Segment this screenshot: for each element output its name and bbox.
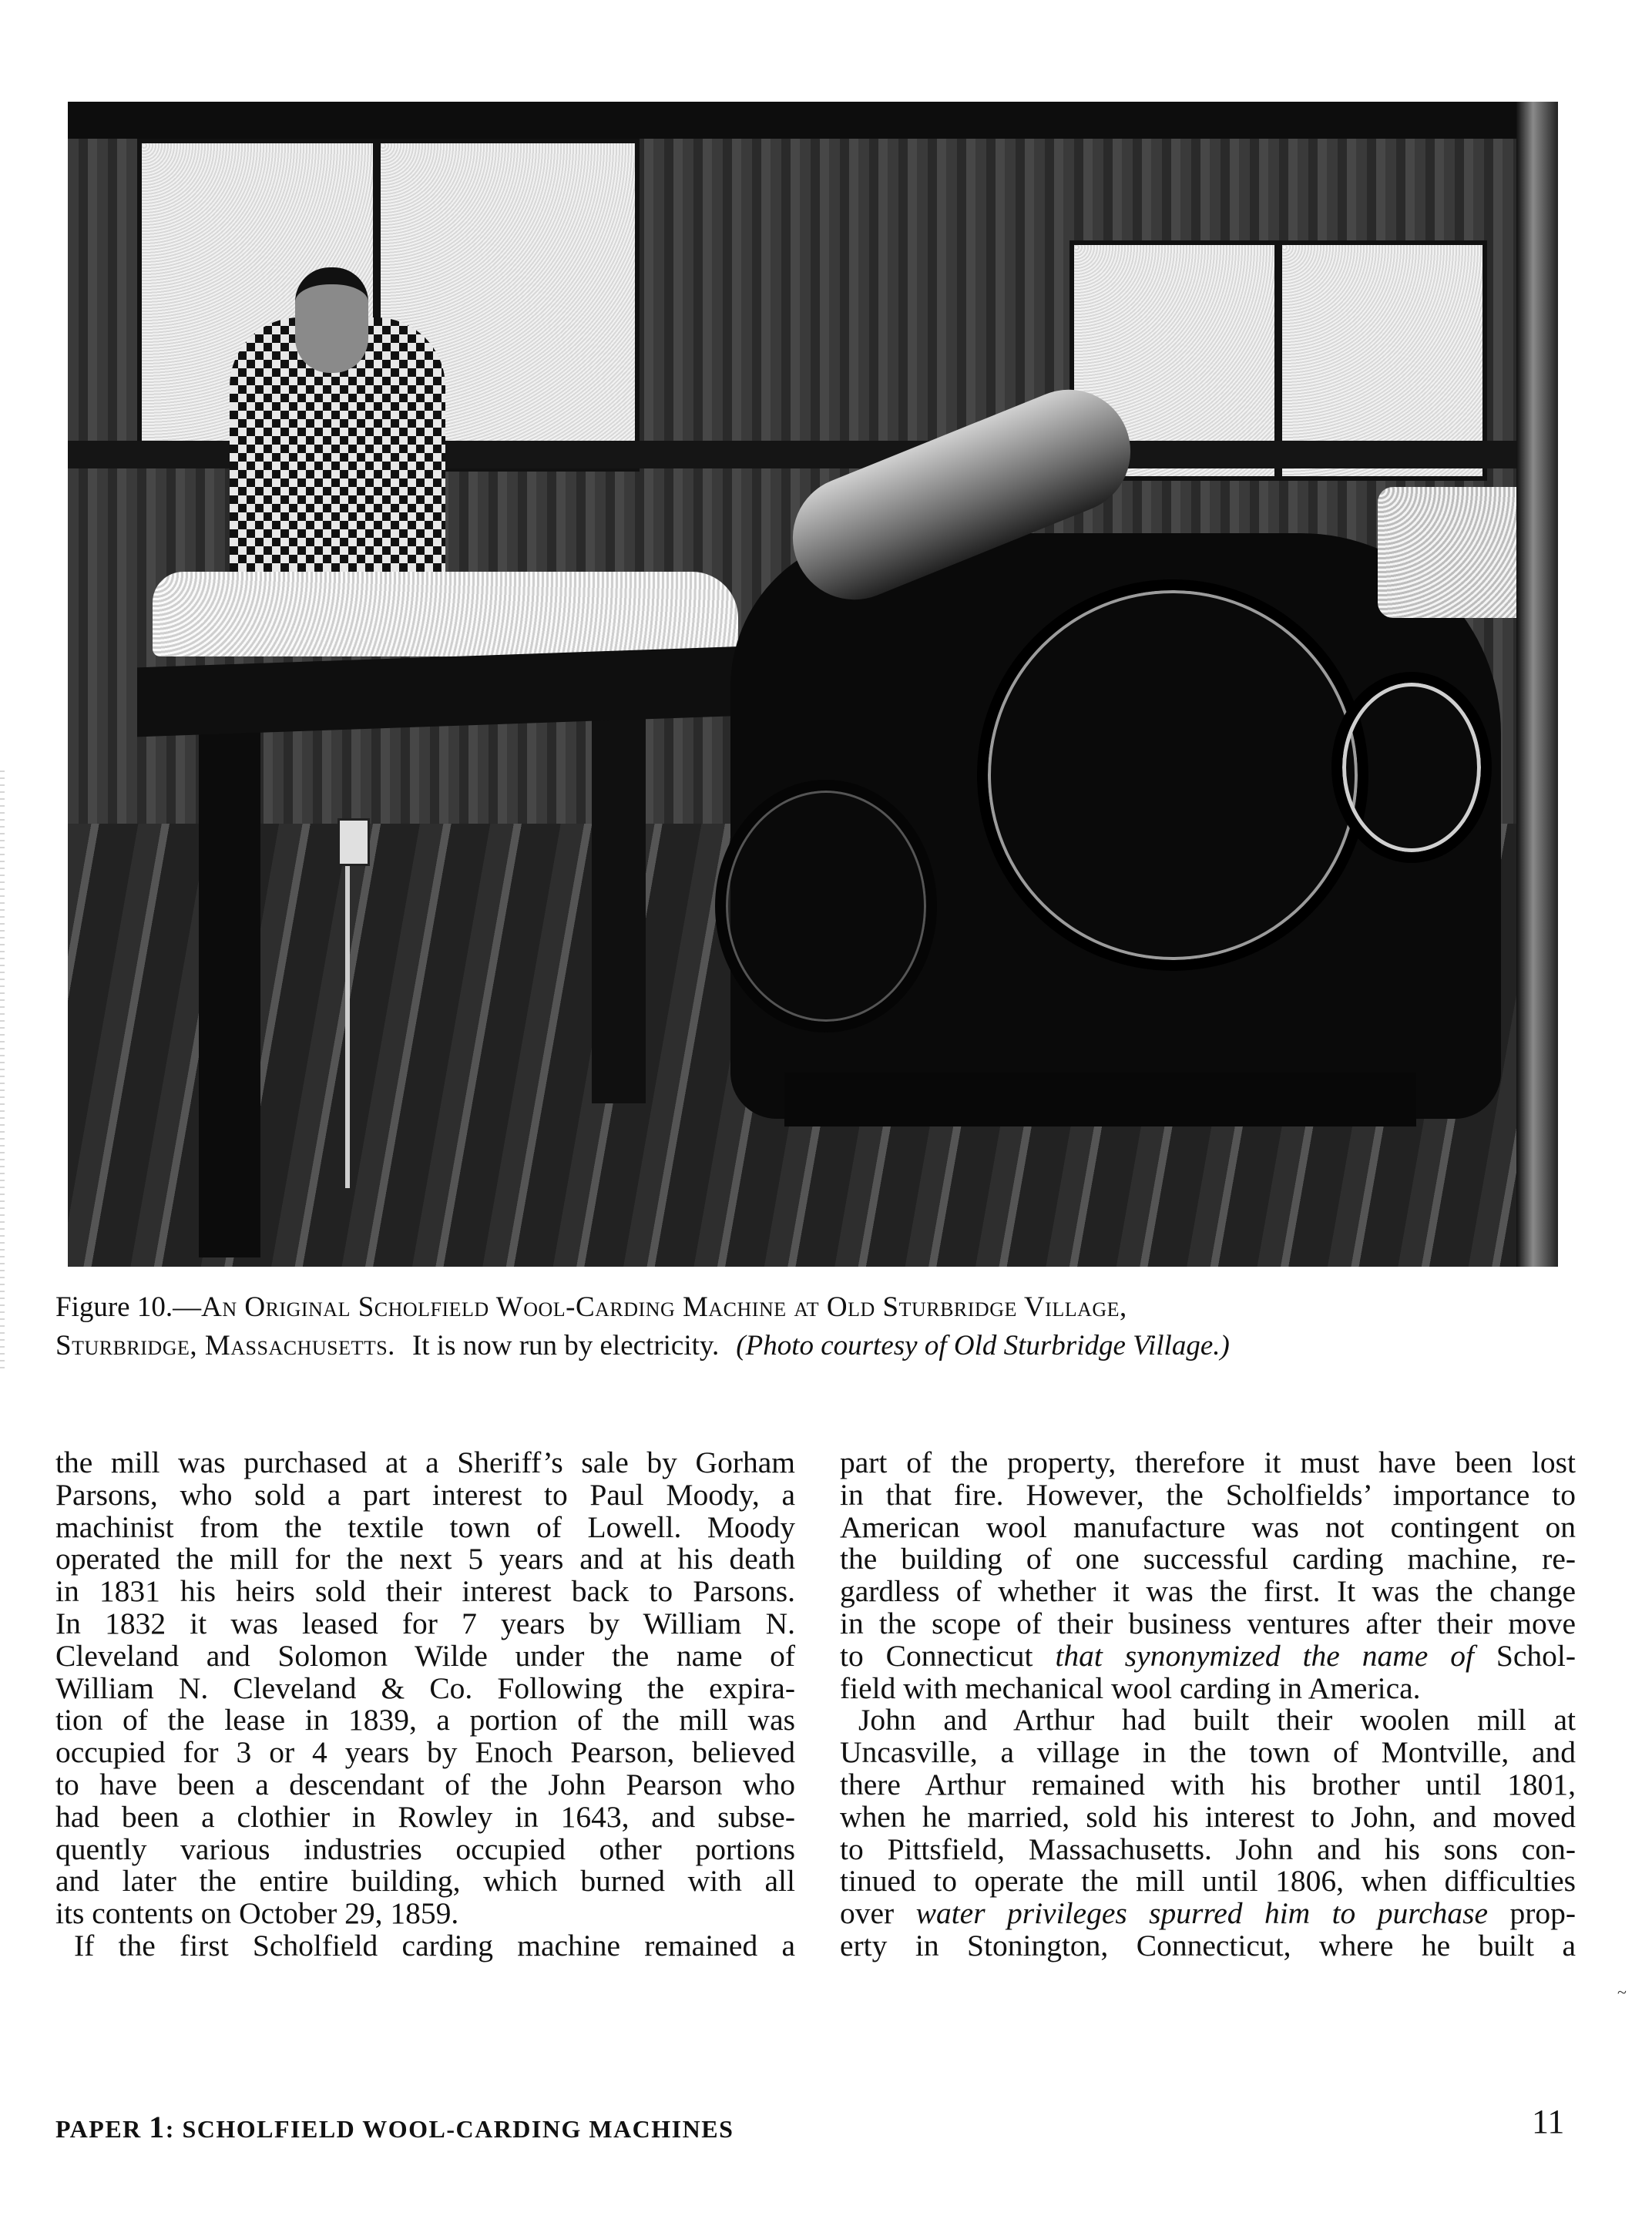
- body-column-right: [840, 1447, 1576, 1962]
- pulley-wheel: [1331, 672, 1492, 863]
- text-line: the building of one successful carding machine, re-: [840, 1542, 1576, 1576]
- caption-dash: —: [173, 1291, 202, 1323]
- text-line: Cleveland and Solomon Wilde under the name of: [55, 1638, 795, 1673]
- text-line: In 1832 it was leased for 7 years by William N.: [55, 1606, 795, 1640]
- man-head: [295, 267, 368, 373]
- text-line: quently various industries occupied other portions: [55, 1831, 795, 1866]
- text-line: the mill was purchased at a Sheriff’s sale by Gorham: [55, 1445, 795, 1479]
- caption-line-2: [55, 1327, 1597, 1365]
- text-line: William N. Cleveland & Co. Following the expira-: [55, 1670, 795, 1705]
- text-line: erty in Stonington, Connecticut, where he built a: [840, 1928, 1576, 1962]
- text-line: tinued to operate the mill until 1806, when difficulties: [840, 1864, 1576, 1899]
- electric-cord: [345, 818, 350, 1188]
- photo-credit: (Photo courtesy of Old Sturbridge Village.): [736, 1330, 1230, 1361]
- wooden-post: [1516, 102, 1558, 1267]
- table-leg: [199, 718, 260, 1257]
- text-line: American wool manufacture was not contingent on: [840, 1509, 1576, 1544]
- electric-outlet: [337, 818, 370, 866]
- italic-run: that synonymized the name of: [1055, 1638, 1474, 1673]
- text-line: operated the mill for the next 5 years and at his death: [55, 1542, 795, 1576]
- text-line: when he married, sold his interest to John, and moved: [840, 1799, 1576, 1834]
- stray-mark: ~: [1617, 1983, 1627, 2002]
- text-line: had been a clothier in Rowley in 1643, and subse-: [55, 1799, 795, 1834]
- italic-run: water privileges spurred him to purchase: [915, 1896, 1489, 1931]
- drive-wheel: [977, 579, 1368, 971]
- text-line: to Pittsfield, Massachusetts. John and his sons con-: [840, 1831, 1576, 1866]
- caption-title-1: An Original Scholfield Wool-Carding Machine at Old Sturbridge Village,: [201, 1291, 1127, 1323]
- ceiling-beam: [68, 102, 1558, 139]
- footer-paper-number: 1: [149, 2110, 166, 2144]
- text-line: in 1831 his heirs sold their interest back to Parsons.: [55, 1574, 795, 1609]
- text-line: and later the entire building, which burned with all: [55, 1864, 795, 1899]
- figure-photograph: [68, 102, 1558, 1267]
- text-line: field with mechanical wool carding in America.: [840, 1670, 1421, 1705]
- text-line: to Connecticut that synonymized the name of Schol-: [840, 1638, 1576, 1673]
- body-column-left: [55, 1447, 795, 1962]
- figure-label: Figure 10.: [55, 1291, 173, 1323]
- wool-pile: [153, 572, 738, 656]
- text-line: there Arthur remained with his brother until 1801,: [840, 1767, 1576, 1801]
- table-leg: [592, 718, 646, 1103]
- text-line: in the scope of their business ventures after their move: [840, 1606, 1576, 1640]
- text-line: over water privileges spurred him to purchase prop-: [840, 1896, 1576, 1931]
- running-footer: [55, 2109, 734, 2145]
- text-line-paragraph-start: John and Arthur had built their woolen mill at: [858, 1703, 1576, 1737]
- text-line: tion of the lease in 1839, a portion of the mill was: [55, 1703, 795, 1737]
- text-line: part of the property, therefore it must have been lost: [840, 1445, 1576, 1479]
- scan-edge-noise: [0, 771, 5, 1372]
- footer-prefix: PAPER: [55, 2115, 142, 2143]
- text-line: occupied for 3 or 4 years by Enoch Pearson, believed: [55, 1735, 795, 1770]
- caption-title-2: Sturbridge, Massachusetts.: [55, 1330, 395, 1361]
- text-line-paragraph-start: If the first Scholfield carding machine remained a: [74, 1928, 795, 1962]
- text-line: gardless of whether it was the first. It was the change: [840, 1574, 1576, 1609]
- footer-title: : SCHOLFIELD WOOL-CARDING MACHINES: [165, 2115, 734, 2143]
- caption-note: It is now run by electricity.: [411, 1330, 720, 1361]
- text-line: to have been a descendant of the John Pearson who: [55, 1767, 795, 1801]
- text-line: Parsons, who sold a part interest to Paul Moody, a: [55, 1477, 795, 1512]
- caption-line-1: [55, 1288, 1597, 1327]
- machine-base: [784, 1073, 1416, 1126]
- figure-caption: [55, 1288, 1597, 1365]
- text-line: Uncasville, a village in the town of Montville, and: [840, 1735, 1576, 1770]
- gear-wheel: [715, 780, 937, 1032]
- page-number: 11: [1532, 2103, 1565, 2140]
- text-line: in that fire. However, the Scholfields’ importance to: [840, 1477, 1576, 1512]
- text-line: its contents on October 29, 1859.: [55, 1896, 459, 1931]
- text-line: machinist from the textile town of Lowell. Moody: [55, 1509, 795, 1544]
